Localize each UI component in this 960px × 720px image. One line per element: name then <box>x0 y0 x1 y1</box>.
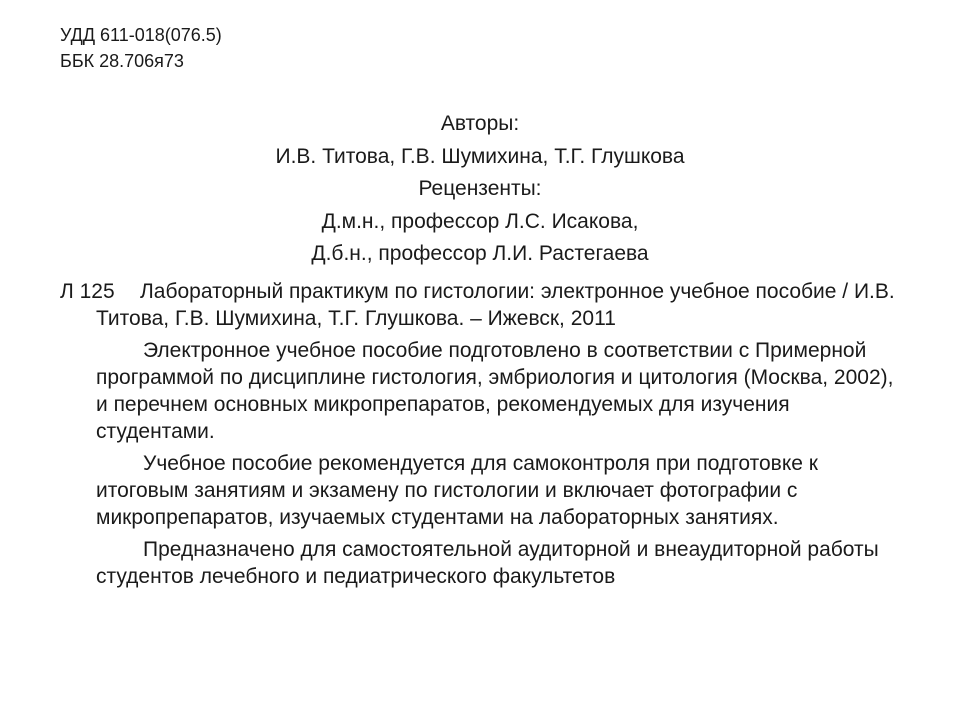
reviewer-2: Д.б.н., профессор Л.И. Растегаева <box>311 242 649 265</box>
reviewers-label: Рецензенты: <box>418 177 542 200</box>
entry-title: Лабораторный практикум по гистологии: электронное учебное пособие / И.В. Титова, Г.В. Шумихина, Т.Г. Глушкова. – Ижевск, 2011 <box>96 280 895 330</box>
annotation-paragraph-3: Предназначено для самостоятельной аудиторной и внеаудиторной работы студентов лечебного и педиатрического факультетов <box>96 538 879 588</box>
annotation-paragraph-1: Электронное учебное пособие подготовлено в соответствии с Примерной программой по дисциплине гистология, эмбриология и цитология (Москва, 2002), и перечнем основных микропрепаратов, рекомендуемых для изучения студентами. <box>96 339 894 443</box>
bbk-code: ББК 28.706я73 <box>60 51 184 71</box>
annotation-paragraph-2: Учебное пособие рекомендуется для самоконтроля при подготовке к итоговым занятиям и экзамену по гистологии и включает фотографии с микропрепаратов, изучаемых студентами на лабораторных занятиях. <box>96 452 818 529</box>
classification-codes <box>60 22 222 74</box>
catalog-entry <box>60 278 900 595</box>
authors-label: Авторы: <box>440 112 520 135</box>
catalog-code: Л 125 <box>60 280 115 303</box>
reviewer-1: Д.м.н., профессор Л.С. Исакова, <box>321 209 639 233</box>
credits-block <box>0 108 960 271</box>
entry-heading <box>60 278 900 332</box>
udc-code: УДД 611-018(076.5) <box>60 25 222 45</box>
authors-names: И.В. Титова, Г.В. Шумихина, Т.Г. Глушкова <box>275 144 685 168</box>
